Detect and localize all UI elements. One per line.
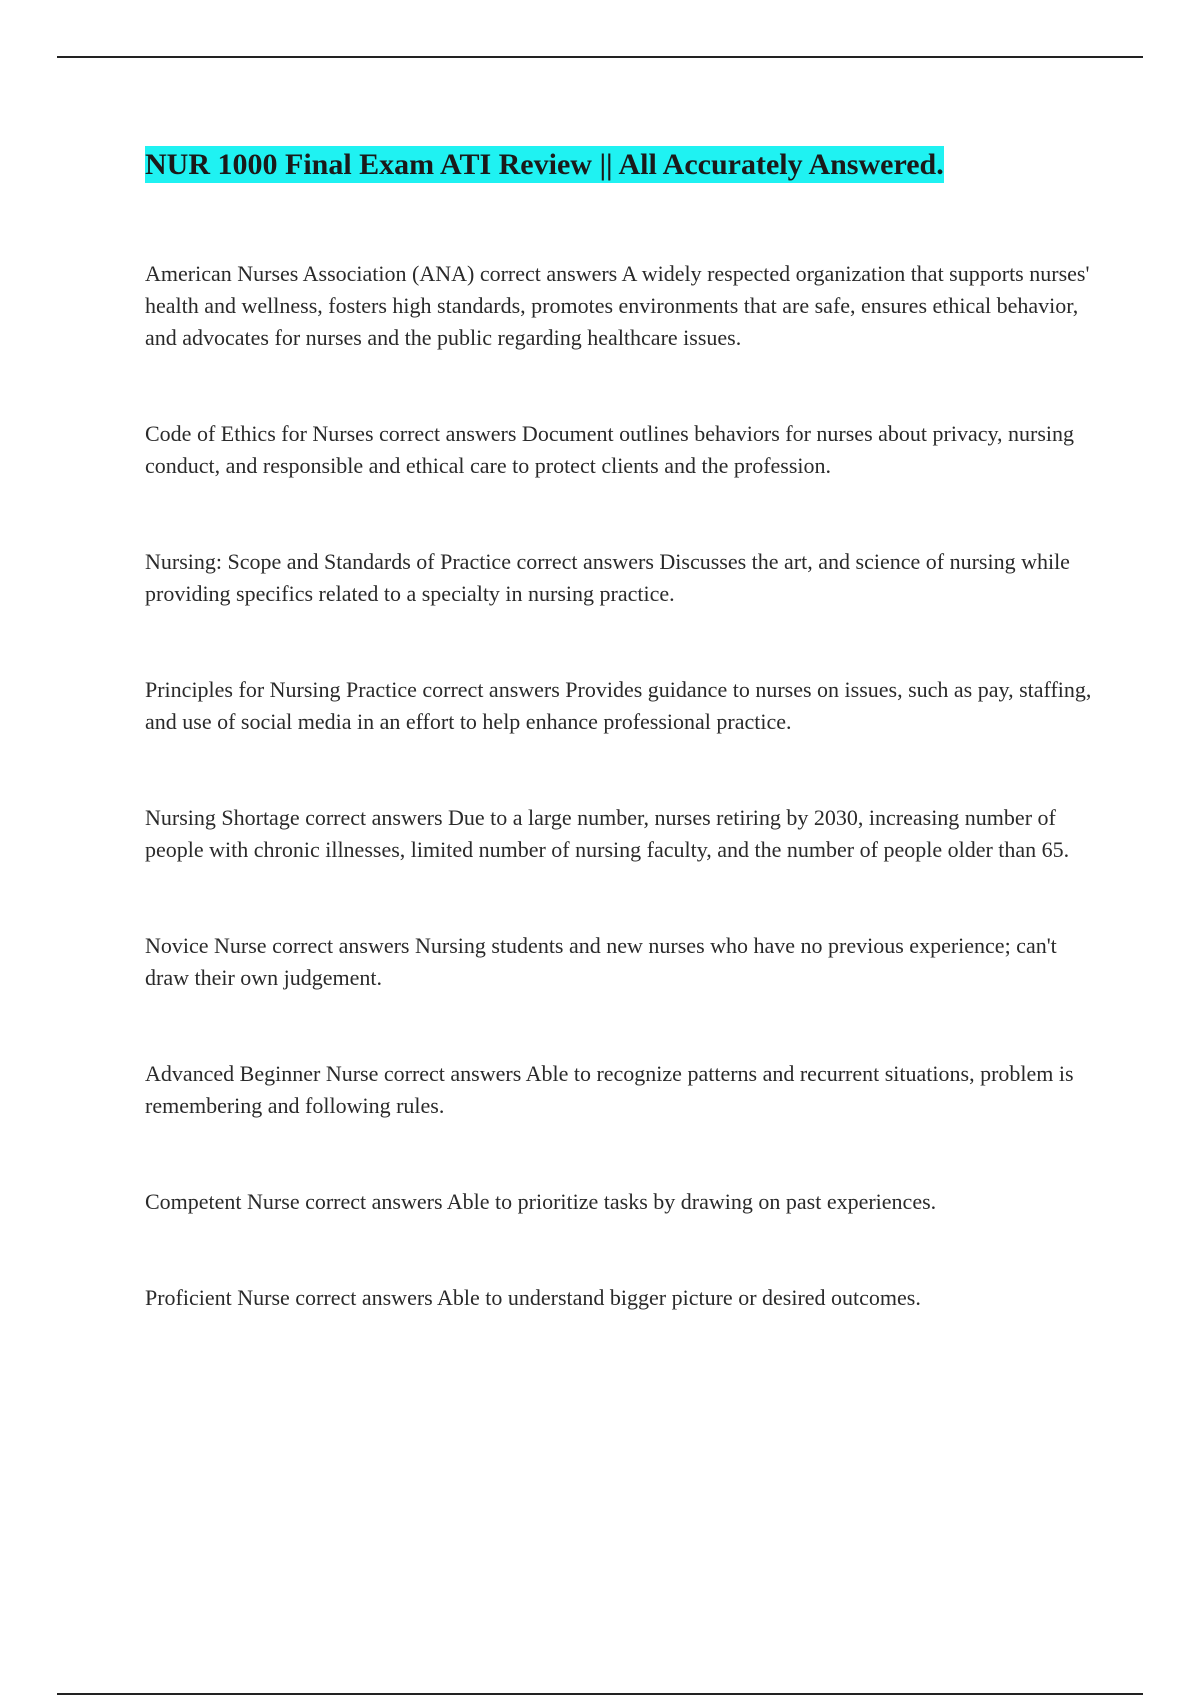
entry-principles: Principles for Nursing Practice correct answers Provides guidance to nurses on issues, such as pay, staffing, and use of social media in an effort to help enhance professional practice. <box>145 677 1092 734</box>
document-body <box>145 140 1095 1378</box>
entry-advanced-beginner: Advanced Beginner Nurse correct answers Able to recognize patterns and recurrent situations, problem is remembering and following rules. <box>145 1061 1074 1118</box>
entry-code-of-ethics: Code of Ethics for Nurses correct answers Document outlines behaviors for nurses about privacy, nursing conduct, and responsible and ethical care to protect clients and the profession. <box>145 421 1075 478</box>
entry-proficient-nurse: Proficient Nurse correct answers Able to understand bigger picture or desired outcomes. <box>145 1285 921 1310</box>
header-rule <box>57 56 1143 58</box>
entry-competent-nurse: Competent Nurse correct answers Able to prioritize tasks by drawing on past experiences. <box>145 1189 937 1214</box>
entry-scope-standards: Nursing: Scope and Standards of Practice correct answers Discusses the art, and science of nursing while providing specifics related to a specialty in nursing practice. <box>145 549 1070 606</box>
entry-ana: American Nurses Association (ANA) correct answers A widely respected organization that supports nurses' health and wellness, fosters high standards, promotes environments that are safe, ensures ethical behavior, and advocates for nurses and the public regarding healthcare issues. <box>145 261 1090 350</box>
entry-nursing-shortage: Nursing Shortage correct answers Due to a large number, nurses retiring by 2030, increasing number of people with chronic illnesses, limited number of nursing faculty, and the number of people older than 65. <box>145 805 1070 862</box>
entry-novice-nurse: Novice Nurse correct answers Nursing students and new nurses who have no previous experience; can't draw their own judgement. <box>145 933 1057 990</box>
title-highlight: NUR 1000 Final Exam ATI Review || All Accurately Answered. <box>145 148 944 181</box>
footer-rule <box>57 1693 1143 1695</box>
document-title <box>145 140 1095 190</box>
